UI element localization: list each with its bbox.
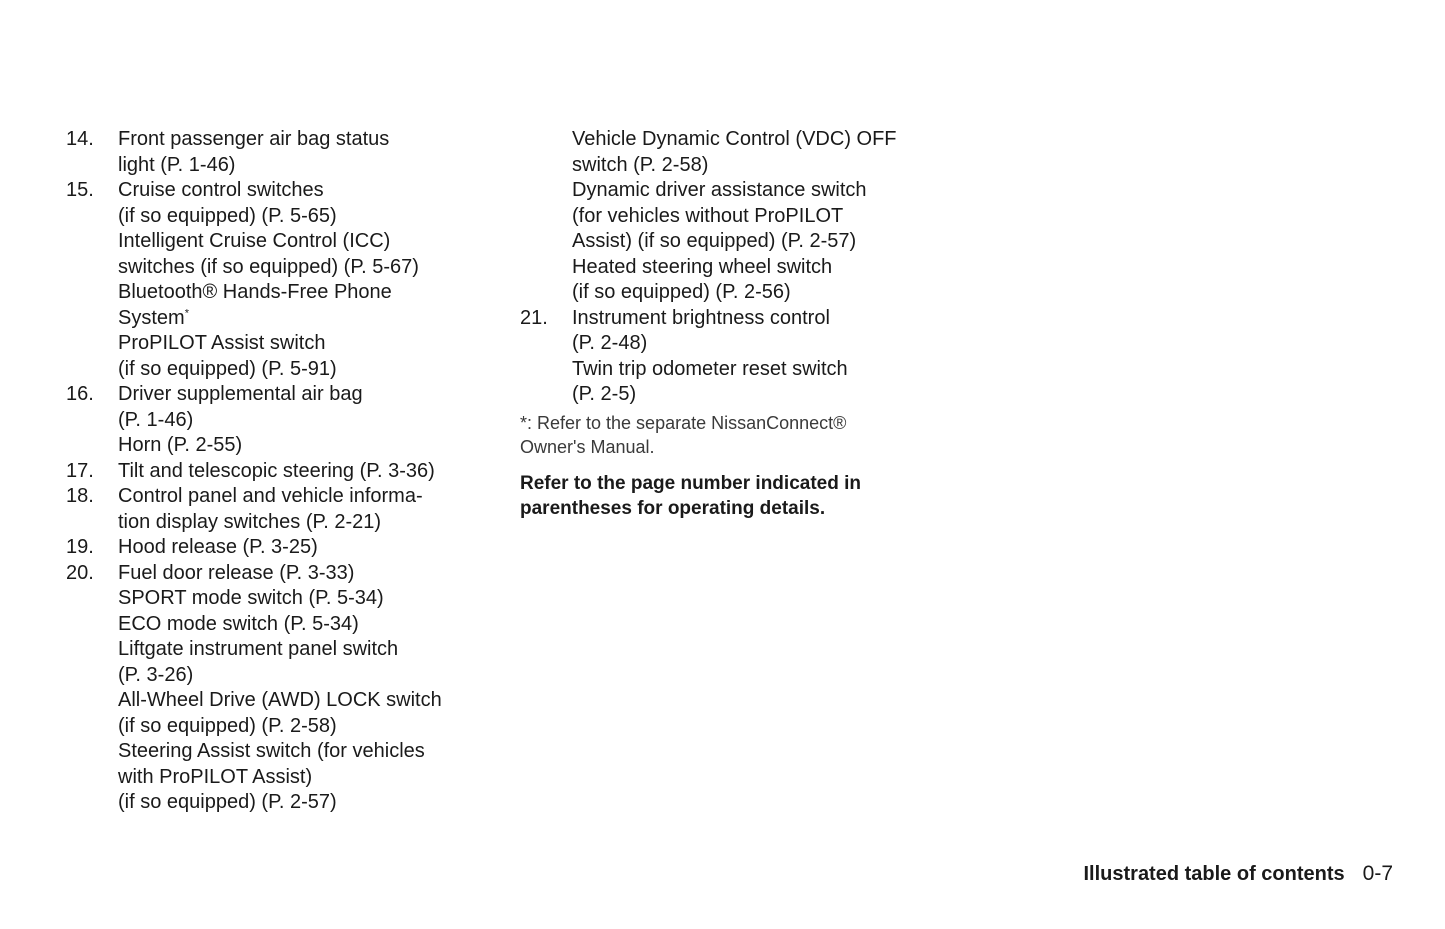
item-line: (if so equipped) (P. 2-56) [572,281,791,303]
item-number [520,127,572,306]
footnote [520,411,940,459]
item-line: (P. 2-48) [572,332,648,354]
operating-details-note [520,471,940,521]
item-line: tion display switches (P. 2-21) [118,510,382,533]
footnote-line: Owner's Manual. [520,436,655,457]
item-line: Tilt and telescopic steering (P. 3-36) [118,459,435,482]
item-line: Liftgate instrument panel switch [118,638,399,660]
left-column [66,127,496,816]
item-number: 18. [66,485,94,507]
item-line: Fuel door release (P. 3-33) [118,561,355,584]
item-number: 20. [66,561,94,584]
list-item [520,306,940,408]
note-line: Refer to the page number indicated in [520,472,861,494]
list-item [66,178,496,382]
item-line: (if so equipped) (P. 5-65) [118,204,337,227]
item-line: (for vehicles without ProPILOT [572,204,844,227]
item-number: 16. [66,383,94,405]
footnote-line: *: Refer to the separate NissanConnect® [520,412,847,433]
item-line-text: System [118,306,185,329]
item-line: with ProPILOT Assist) [118,765,313,788]
item-line: (if so equipped) (P. 5-91) [118,357,337,380]
item-line: (P. 3-26) [118,663,194,686]
item-line: Assist) (if so equipped) (P. 2-57) [572,230,857,252]
list-item [66,382,496,459]
right-column [520,127,940,521]
item-line: Vehicle Dynamic Control (VDC) OFF [572,128,897,150]
item-line: Heated steering wheel switch [572,255,833,278]
item-number: 21. [520,306,548,329]
item-line: light (P. 1-46) [118,153,236,176]
item-line: Instrument brightness control [572,306,830,329]
item-line: (if so equipped) (P. 2-57) [118,791,337,813]
item-line: Cruise control switches [118,179,324,201]
list-item [66,459,496,485]
item-line: All-Wheel Drive (AWD) LOCK switch [118,689,442,711]
item-line: Dynamic driver assistance switch [572,179,867,201]
item-line: Hood release (P. 3-25) [118,536,318,558]
item-line: switch (P. 2-58) [572,153,709,176]
item-line: Horn (P. 2-55) [118,434,243,456]
item-line: Twin trip odometer reset switch [572,357,848,380]
item-line: Front passenger air bag status [118,128,390,150]
list-item [66,535,496,561]
list-item [66,561,496,816]
footnote-marker: * [184,306,189,319]
item-line: (P. 1-46) [118,408,194,431]
page-footer [1083,862,1393,886]
item-line-with-footnote [118,306,496,332]
item-line: (P. 2-5) [572,383,637,405]
item-line: ProPILOT Assist switch [118,332,326,354]
section-title: Illustrated table of contents [1083,863,1345,885]
item-number: 15. [66,179,94,201]
item-line: Control panel and vehicle informa- [118,485,423,507]
item-line: SPORT mode switch (P. 5-34) [118,587,384,609]
item-line: Intelligent Cruise Control (ICC) [118,230,391,252]
note-line: parentheses for operating details. [520,497,826,519]
item-line: switches (if so equipped) (P. 5-67) [118,255,419,278]
list-item [520,127,940,306]
item-line: (if so equipped) (P. 2-58) [118,714,337,737]
item-number: 14. [66,128,94,150]
item-line: Driver supplemental air bag [118,383,363,405]
item-line: Steering Assist switch (for vehicles [118,740,425,762]
list-item [66,484,496,535]
list-item [66,127,496,178]
page-number: 0-7 [1362,862,1393,885]
item-line: ECO mode switch (P. 5-34) [118,612,359,635]
item-number: 19. [66,536,94,558]
item-number: 17. [66,459,94,482]
item-line: Bluetooth® Hands-Free Phone [118,281,392,303]
